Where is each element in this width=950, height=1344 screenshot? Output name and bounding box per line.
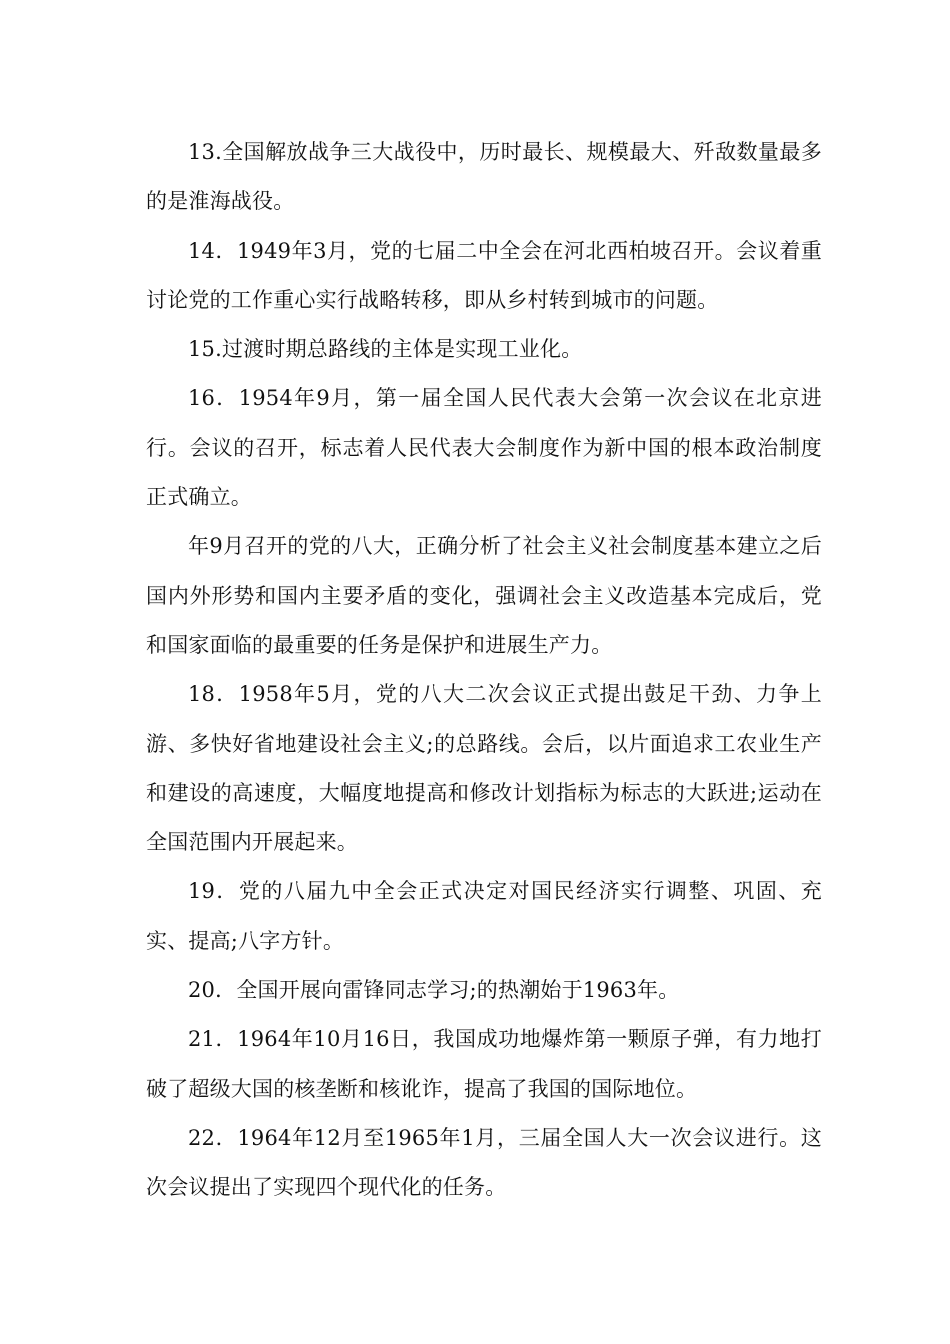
- paragraph-19: 19．党的八届九中全会正式决定对国民经济实行调整、巩固、充实、提高;八字方针。: [146, 879, 822, 953]
- paragraph-15: 15.过渡时期总路线的主体是实现工业化。: [188, 337, 583, 362]
- paragraph-13: 13.全国解放战争三大战役中，历时最长、规模最大、歼敌数量最多的是淮海战役。: [146, 140, 822, 214]
- paragraph-16: 16．1954年9月，第一届全国人民代表大会第一次会议在北京进行。会议的召开，标志着人民代表大会制度作为新中国的根本政治制度正式确立。: [146, 386, 822, 510]
- paragraph-21: 21．1964年10月16日，我国成功地爆炸第一颗原子弹，有力地打破了超级大国的核垄断和核讹诈，提高了我国的国际地位。: [146, 1027, 822, 1101]
- paragraph-20: 20．全国开展向雷锋同志学习;的热潮始于1963年。: [188, 978, 680, 1003]
- document-body: [146, 128, 822, 1213]
- paragraph-22: 22．1964年12月至1965年1月，三届全国人大一次会议进行。这次会议提出了实现四个现代化的任务。: [146, 1125, 822, 1200]
- paragraph-18: 18．1958年5月，党的八大二次会议正式提出鼓足干劲、力争上游、多快好省地建设社会主义;的总路线。会后，以片面追求工农业生产和建设的高速度，大幅度地提高和修改计划指标为标志的大跃进;运动在全国范围内开展起来。: [146, 682, 822, 855]
- paragraph-14: 14．1949年3月，党的七届二中全会在河北西柏坡召开。会议着重讨论党的工作重心实行战略转移，即从乡村转到城市的问题。: [146, 238, 822, 312]
- paragraph-17: 年9月召开的党的八大，正确分析了社会主义社会制度基本建立之后国内外形势和国内主要矛盾的变化，强调社会主义改造基本完成后，党和国家面临的最重要的任务是保护和进展生产力。: [146, 534, 822, 657]
